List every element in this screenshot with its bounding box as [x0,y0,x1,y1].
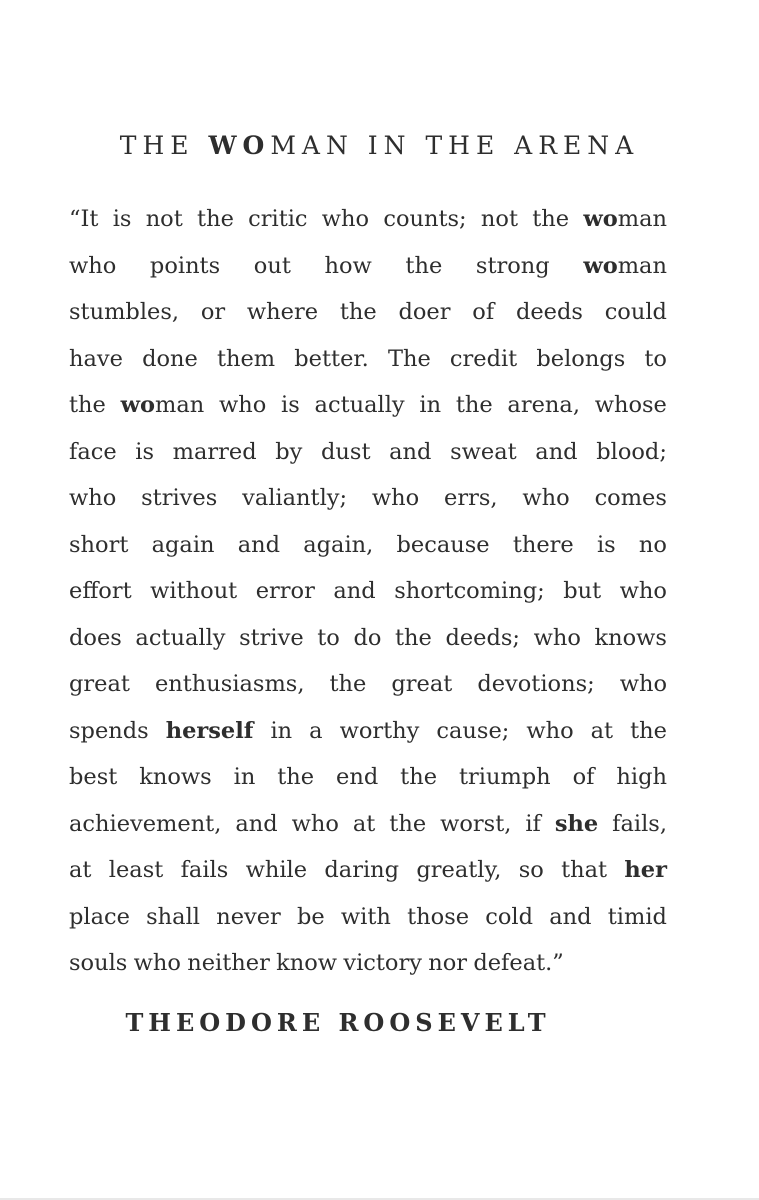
quote-word: again, [303,531,374,558]
title-suffix: MAN IN THE ARENA [270,131,640,160]
quote-word: so [518,857,544,883]
quote-word: but [563,578,602,604]
quote-word: daring [324,857,400,883]
quote-word: error [255,578,315,604]
quote-line [69,382,667,429]
quote-line [69,754,667,801]
quote-line [69,894,667,941]
quote-word: credit [449,345,518,372]
quote-word: fails, [612,810,667,837]
quote-word: woman [120,392,205,418]
quote-word: blood; [596,438,667,465]
quote-word: knows [594,624,667,651]
quote-word: The [387,345,431,372]
quote-line [69,289,667,336]
quote-word: end [336,764,379,790]
quote-word: at [69,857,92,883]
quote-line [69,243,667,290]
quote-line [69,661,667,708]
quote-word: better. [294,345,369,372]
quote-word: them [216,345,276,372]
quote-word: not [145,206,183,232]
quote-word: great [391,671,453,697]
quote-word: who [526,717,574,744]
quote-word: victory [343,950,422,976]
quote-word: strives [141,485,218,511]
quote-line [69,568,667,615]
quote-word: is [281,392,300,418]
quote-word: again [151,531,215,558]
quote-word: belongs [536,345,626,372]
quote-word: no [638,531,667,558]
quote-word: spends [69,717,149,744]
quote-word: neither [187,950,270,976]
quote-word: the [630,717,667,744]
quote-word: who [69,485,117,511]
quote-word: great [69,671,130,697]
quote-word: at [352,810,376,837]
quote-word: the [400,764,438,790]
quote-word: could [604,299,667,325]
quote-word: out [253,252,291,279]
quote-word: not [480,206,518,232]
quote-word: points [149,252,221,279]
quote-word: done [142,345,198,372]
quote-word: without [150,578,238,604]
quote-word: she [554,810,599,837]
quote-word: who [522,485,570,511]
quote-word: dust [321,438,371,465]
quote-word: to [317,624,340,651]
quote-word: who [533,624,581,651]
quote-word: of [572,764,595,790]
quote-word: in [233,764,256,790]
quote-word: marred [172,438,257,465]
quote-word: her [624,857,667,883]
quote-word: actually [135,624,226,651]
quote-word: and [389,438,432,465]
quote-word: there [512,531,574,558]
quote-word: worthy [339,717,420,744]
quote-word: is [112,206,132,232]
quote-word: and [237,531,281,558]
quote-word: never [216,903,281,930]
quote-word: who [321,206,370,232]
quote-word: souls [69,950,128,976]
quote-line [69,708,667,755]
page-title [0,128,759,164]
quote-word: critic [248,206,308,232]
quote-word: cause; [436,717,510,744]
quote-word: whose [594,392,667,418]
quote-word: know [276,950,338,976]
quote-word: who [133,950,181,976]
quote-word: doer [398,299,451,325]
title-prefix: THE [119,131,209,160]
title-bold-part: WO [208,131,271,160]
quote-word: comes [594,485,667,511]
quote-word: shall [146,903,200,930]
quote-word: do [353,624,382,651]
quote-word: who [619,671,667,697]
quote-word: the [532,206,570,232]
quote-word: in [270,717,293,744]
quote-word: those [407,903,470,930]
quote-word: nor [428,950,468,976]
quote-line [69,522,667,569]
quote-word: if [525,810,541,837]
quote-word: the [394,624,432,651]
quote-word: and [535,438,578,465]
quote-word: short [69,531,129,558]
quote-body [69,196,667,987]
quote-word: who [291,810,339,837]
quote-word: and [549,903,592,930]
quote-word: best [69,764,118,790]
quote-word: the [69,392,106,418]
quote-line [69,801,667,848]
quote-line [69,475,667,522]
quote-word: who [219,392,267,418]
quote-word: be [297,903,325,930]
quote-word: a [309,717,323,744]
quote-word: where [246,299,319,325]
quote-line [69,336,667,383]
quote-word: that [561,857,608,883]
quote-word: least [108,857,164,883]
quote-word: the [329,671,367,697]
quote-word: greatly, [416,857,502,883]
quote-word: shortcoming; [394,578,545,604]
quote-word: valiantly; [242,485,348,511]
quote-word: the [197,206,234,232]
quote-word: in [419,392,442,418]
quote-word: or [200,299,226,325]
quote-word: worst, [440,810,512,837]
quote-word: and [333,578,376,604]
quote-word: high [616,764,667,790]
quote-line [69,615,667,662]
quote-word: who [69,252,117,279]
quote-line [69,847,667,894]
quote-word: triumph [458,764,551,790]
quote-word: have [69,345,123,372]
quote-word: of [472,299,495,325]
quote-word: the [277,764,315,790]
quote-word: fails [180,857,229,883]
quote-word: cold [485,903,534,930]
quote-word: errs, [444,485,498,511]
quote-word: to [644,345,667,372]
quote-word: how [324,252,372,279]
quote-word: place [69,903,130,930]
quote-word: because [396,531,490,558]
quote-word: achievement, [69,810,222,837]
quote-word: arena, [507,392,580,418]
quote-word: strive [239,624,304,651]
quote-word: deeds [515,299,583,325]
quote-word: defeat.” [473,950,564,976]
quote-word: the [339,299,377,325]
quote-word: the [455,392,493,418]
quote-line [69,940,667,987]
quote-word: is [596,531,616,558]
quote-word: who [371,485,420,511]
quote-word: “It [69,206,99,232]
quote-word: who [619,578,667,604]
quote-word: herself [165,717,254,744]
quote-word: stumbles, [69,299,180,325]
quote-word: effort [69,578,132,604]
quote-word: counts; [383,206,467,232]
author-name: THEODORE ROOSEVELT [125,1008,551,1037]
quote-word: face [69,438,117,465]
quote-word: the [389,810,427,837]
quote-word: at [590,717,614,744]
quote-word: the [405,252,443,279]
quote-word: sweat [450,438,517,465]
quote-word: woman [583,252,667,279]
quote-word: does [69,624,122,651]
quote-line [69,196,667,243]
quote-word: by [275,438,303,465]
quote-word: strong [475,252,550,279]
quote-word: timid [607,903,667,930]
quote-word: actually [314,392,405,418]
quote-word: with [340,903,391,930]
quote-word: deeds; [445,624,521,651]
quote-word: enthusiasms, [154,671,305,697]
quote-word: and [235,810,278,837]
quote-line [69,429,667,476]
quote-word: woman [583,206,667,232]
quote-word: knows [139,764,212,790]
quote-word: devotions; [477,671,595,697]
quote-word: is [135,438,155,465]
quote-word: while [245,857,308,883]
